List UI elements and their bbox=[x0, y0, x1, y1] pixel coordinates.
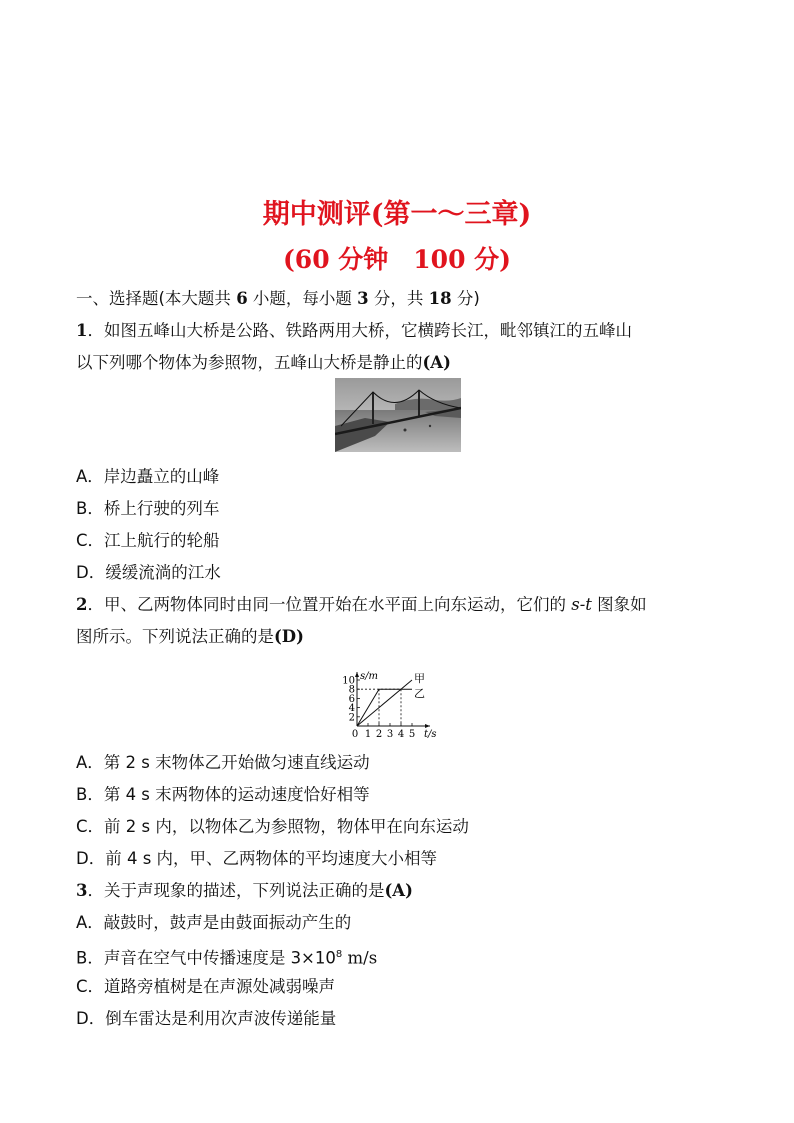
page-subtitle: (60 分钟 100 分) bbox=[282, 245, 512, 274]
q2-option-b: B．第 4 s 末两物体的运动速度恰好相等 bbox=[76, 785, 370, 804]
series-line-jia bbox=[357, 680, 412, 726]
question-number: 1 bbox=[76, 321, 88, 340]
q3-option-c: C．道路旁植树是在声源处减弱噪声 bbox=[76, 977, 336, 996]
q3-option-d: D．倒车雷达是利用次声波传递能量 bbox=[76, 1009, 337, 1028]
q1-stem-line2 bbox=[76, 352, 726, 374]
series-label: 甲 bbox=[414, 672, 425, 685]
answer-mark: (A) bbox=[384, 881, 413, 900]
y-tick-label: 10 bbox=[342, 675, 355, 687]
x-tick-label: 0 bbox=[351, 729, 359, 740]
exponent: 8 bbox=[335, 949, 343, 960]
st-symbol: s-t bbox=[571, 595, 592, 614]
y-tick-label: 6 bbox=[348, 693, 355, 705]
q3-stem bbox=[76, 880, 726, 902]
y-axis-label: s/m bbox=[360, 671, 378, 682]
answer-mark: (A) bbox=[422, 353, 451, 372]
x-tick-label: 2 bbox=[375, 729, 383, 740]
q2-option-d: D．前 4 s 内，甲、乙两物体的平均速度大小相等 bbox=[76, 849, 438, 868]
q1-option-a: A．岸边矗立的山峰 bbox=[76, 467, 220, 486]
q1-option-d: D．缓缓流淌的江水 bbox=[76, 563, 221, 582]
question-text: ．甲、乙两物体同时由同一位置开始在水平面上向东运动，它们的 bbox=[87, 595, 572, 614]
q2-stem-line1 bbox=[76, 594, 726, 616]
points-total: 18 bbox=[428, 289, 452, 308]
unit-text: m/s bbox=[342, 948, 378, 968]
question-text: 图所示。下列说法正确的是 bbox=[76, 627, 274, 646]
option-text: B．声音在空气中传播速度是 3×10 bbox=[76, 948, 336, 968]
x-tick-label: 5 bbox=[408, 729, 416, 740]
q1-option-c: C．江上航行的轮船 bbox=[76, 531, 220, 550]
answer-mark: (D) bbox=[274, 627, 304, 646]
q3-option-b bbox=[76, 944, 726, 970]
y-tick-label: 8 bbox=[348, 684, 355, 696]
q2-stem-line2 bbox=[76, 626, 726, 648]
q2-option-c: C．前 2 s 内，以物体乙为参照物，物体甲在向东运动 bbox=[76, 817, 469, 836]
x-axis-arrow bbox=[425, 724, 430, 728]
x-axis-label: t/s bbox=[424, 729, 437, 740]
section-text: 分) bbox=[451, 289, 480, 308]
x-tick-label: 1 bbox=[364, 729, 372, 740]
section-heading bbox=[76, 288, 726, 310]
q1-option-b: B．桥上行驶的列车 bbox=[76, 499, 220, 518]
section-text: 一、选择题(本大题共 bbox=[76, 289, 237, 308]
y-tick-label: 4 bbox=[348, 703, 355, 715]
bridge-photo bbox=[335, 378, 461, 452]
series-line-yi bbox=[357, 689, 412, 726]
y-tick-label: 2 bbox=[348, 712, 355, 724]
y-axis-arrow bbox=[355, 672, 359, 677]
question-text: ．关于声现象的描述，下列说法正确的是 bbox=[87, 881, 385, 900]
q1-stem-line1 bbox=[76, 320, 726, 342]
page-title: 期中测评(第一～三章) bbox=[262, 199, 532, 230]
x-tick-label: 3 bbox=[386, 729, 394, 740]
question-number: 3 bbox=[76, 881, 88, 900]
question-count: 6 bbox=[236, 289, 248, 308]
question-text: 图象如 bbox=[591, 595, 647, 614]
section-text: 分，共 bbox=[368, 289, 429, 308]
st-graph bbox=[333, 652, 463, 740]
series-label: 乙 bbox=[414, 687, 425, 701]
x-tick-label: 4 bbox=[397, 729, 405, 740]
points-each: 3 bbox=[357, 289, 369, 308]
section-text: 小题，每小题 bbox=[247, 289, 358, 308]
question-number: 2 bbox=[76, 595, 88, 614]
question-text: ．如图五峰山大桥是公路、铁路两用大桥，它横跨长江，毗邻镇江的五峰山 bbox=[87, 321, 632, 340]
question-text: 以下列哪个物体为参照物，五峰山大桥是静止的 bbox=[76, 353, 423, 372]
q3-option-a: A．敲鼓时，鼓声是由鼓面振动产生的 bbox=[76, 913, 352, 932]
q2-option-a: A．第 2 s 末物体乙开始做匀速直线运动 bbox=[76, 753, 370, 772]
